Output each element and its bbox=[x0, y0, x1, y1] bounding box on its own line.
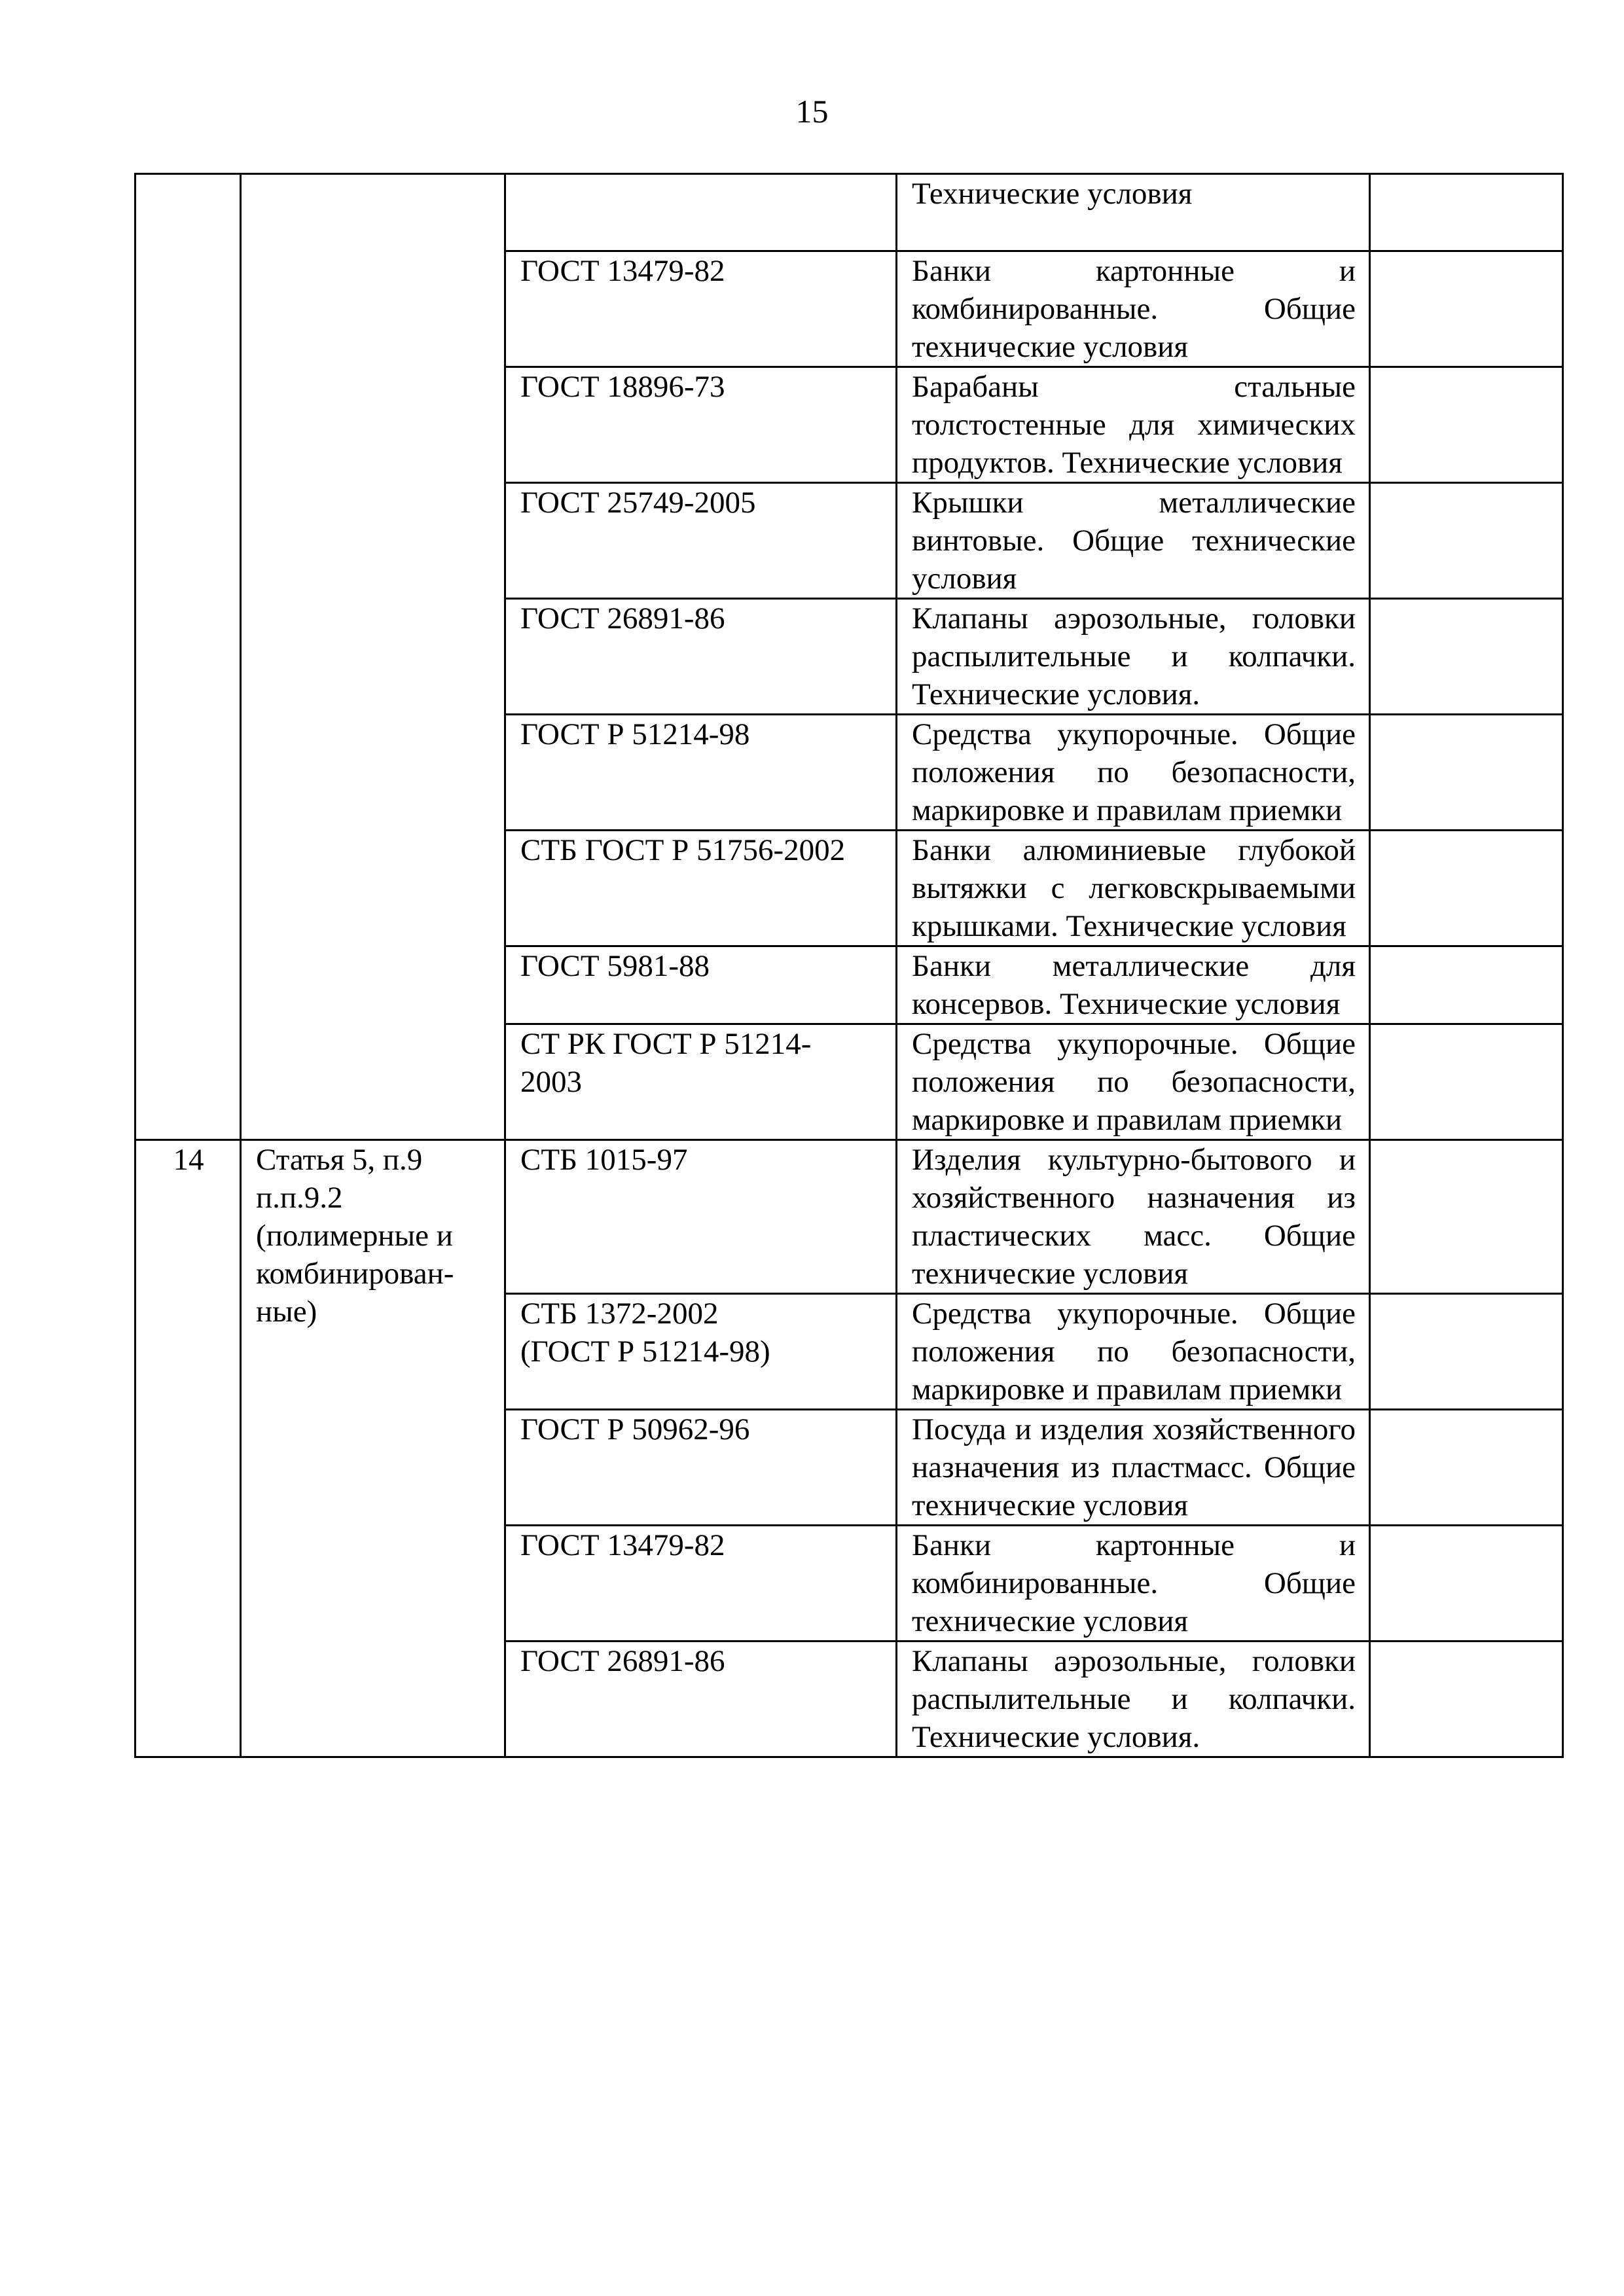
group-14-number-cell: 14 bbox=[135, 1140, 241, 1757]
standard-cell: ГОСТ 18896-73 bbox=[505, 367, 897, 483]
standard-cell bbox=[505, 1294, 897, 1410]
description-cell: Средства укупорочные. Общие положения по безопасности, маркировке и правилам приемки bbox=[897, 1024, 1370, 1140]
notes-cell bbox=[1370, 1024, 1563, 1140]
notes-cell bbox=[1370, 1526, 1563, 1641]
notes-cell bbox=[1370, 251, 1563, 367]
standard-cell bbox=[505, 174, 897, 251]
notes-cell bbox=[1370, 1410, 1563, 1526]
description-cell: Крышки металлические винтовые. Общие технические условия bbox=[897, 483, 1370, 599]
notes-cell bbox=[1370, 831, 1563, 946]
group-13-number-cell bbox=[135, 174, 241, 1140]
group-13-article-cell bbox=[241, 174, 505, 1140]
standard-line: 2003 bbox=[520, 1065, 582, 1099]
description-cell: Средства укупорочные. Общие положения по безопасности, маркировке и правилам приемки bbox=[897, 1294, 1370, 1410]
page-number: 15 bbox=[795, 93, 829, 130]
standard-cell: ГОСТ 5981-88 bbox=[505, 946, 897, 1024]
group-14-article-cell bbox=[241, 1140, 505, 1757]
standard-cell: ГОСТ 25749-2005 bbox=[505, 483, 897, 599]
standard-cell: СТБ 1015-97 bbox=[505, 1140, 897, 1294]
standard-cell: ГОСТ 13479-82 bbox=[505, 251, 897, 367]
description-cell: Посуда и изделия хозяйственного назначения из пластмасс. Общие технические условия bbox=[897, 1410, 1370, 1526]
notes-cell bbox=[1370, 1140, 1563, 1294]
standards-table bbox=[134, 173, 1564, 1758]
standard-cell bbox=[505, 1024, 897, 1140]
description-cell: Клапаны аэрозольные, головки распылительные и колпачки. Технические условия. bbox=[897, 599, 1370, 715]
standard-cell: СТБ ГОСТ Р 51756-2002 bbox=[505, 831, 897, 946]
description-cell: Барабаны стальные толстостенные для химических продуктов. Технические условия bbox=[897, 367, 1370, 483]
notes-cell bbox=[1370, 946, 1563, 1024]
notes-cell bbox=[1370, 367, 1563, 483]
notes-cell bbox=[1370, 715, 1563, 831]
standard-line: СТ РК ГОСТ Р 51214- bbox=[520, 1027, 812, 1061]
description-cell: Банки картонные и комбинированные. Общие технические условия bbox=[897, 251, 1370, 367]
table-row bbox=[135, 174, 1563, 251]
table-row bbox=[135, 1140, 1563, 1294]
standard-cell: ГОСТ 26891-86 bbox=[505, 1641, 897, 1757]
notes-cell bbox=[1370, 483, 1563, 599]
standard-cell: ГОСТ Р 51214-98 bbox=[505, 715, 897, 831]
notes-cell bbox=[1370, 1641, 1563, 1757]
article-line: комбинирован- bbox=[256, 1257, 454, 1291]
article-line: (полимерные и bbox=[256, 1219, 453, 1253]
notes-cell bbox=[1370, 174, 1563, 251]
notes-cell bbox=[1370, 599, 1563, 715]
description-cell: Изделия культурно-бытового и хозяйственного назначения из пластических масс. Общие технические условия bbox=[897, 1140, 1370, 1294]
description-cell: Банки металлические для консервов. Технические условия bbox=[897, 946, 1370, 1024]
description-cell: Банки алюминиевые глубокой вытяжки с легковскрываемыми крышками. Технические условия bbox=[897, 831, 1370, 946]
article-line: п.п.9.2 bbox=[256, 1181, 343, 1215]
notes-cell bbox=[1370, 1294, 1563, 1410]
standard-cell: ГОСТ 26891-86 bbox=[505, 599, 897, 715]
standard-cell: ГОСТ 13479-82 bbox=[505, 1526, 897, 1641]
article-line: ные) bbox=[256, 1295, 317, 1329]
description-cell: Банки картонные и комбинированные. Общие технические условия bbox=[897, 1526, 1370, 1641]
description-cell: Технические условия bbox=[897, 174, 1370, 251]
description-cell: Средства укупорочные. Общие положения по безопасности, маркировке и правилам приемки bbox=[897, 715, 1370, 831]
standard-line: СТБ 1372-2002 bbox=[520, 1297, 719, 1331]
article-line: Статья 5, п.9 bbox=[256, 1143, 423, 1177]
standard-cell: ГОСТ Р 50962-96 bbox=[505, 1410, 897, 1526]
description-cell: Клапаны аэрозольные, головки распылительные и колпачки. Технические условия. bbox=[897, 1641, 1370, 1757]
standard-line: (ГОСТ Р 51214-98) bbox=[520, 1335, 770, 1369]
